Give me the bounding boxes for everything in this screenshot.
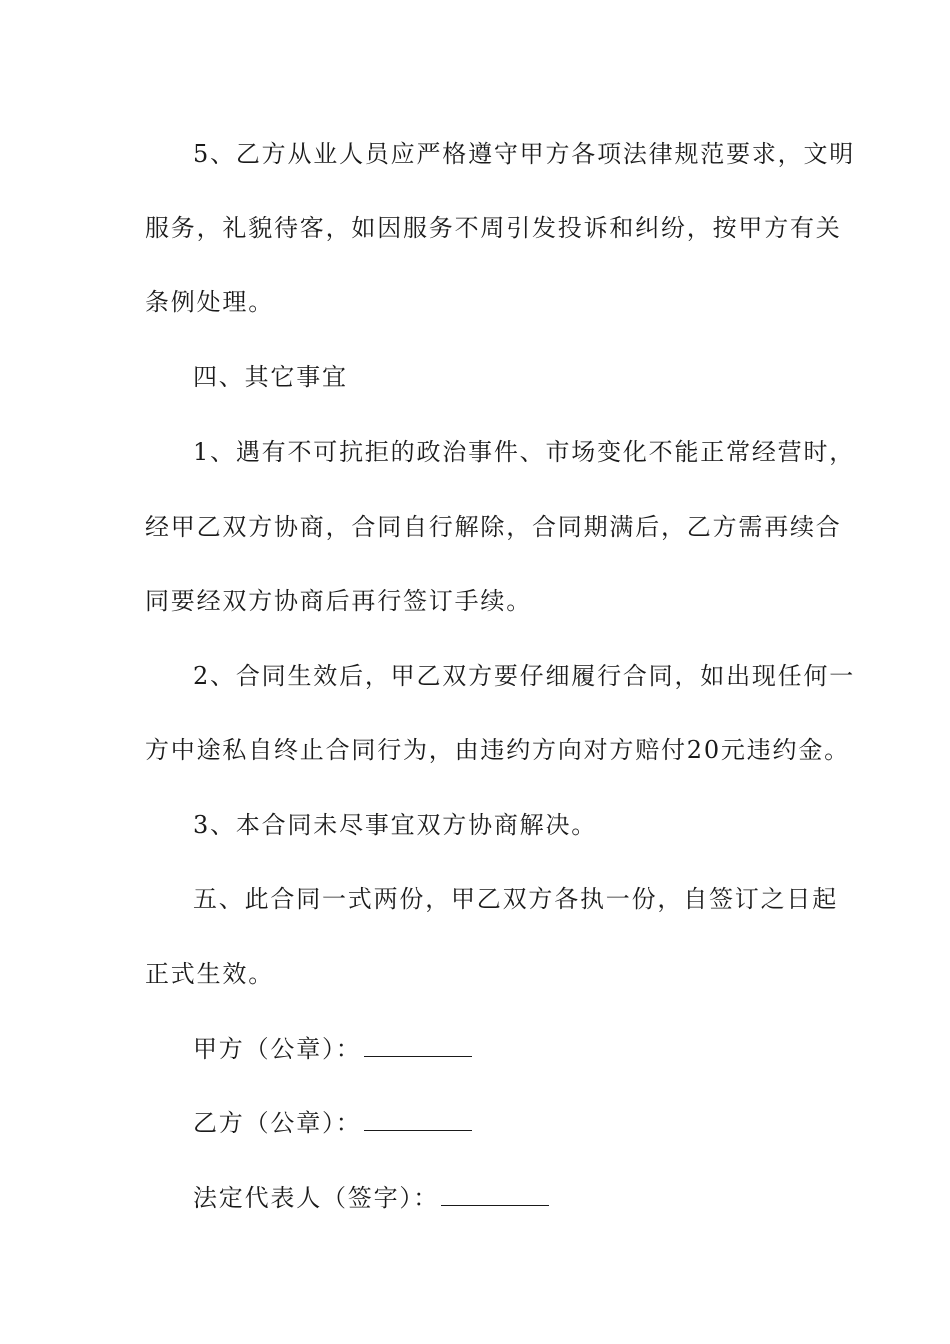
section-4-item-3: 3、本合同未尽事宜双方协商解决。 <box>193 811 598 839</box>
legal-rep-signature-row <box>193 1182 858 1214</box>
party-a-label: 甲方（公章）： <box>193 1035 362 1063</box>
section-5-line-1: 五、此合同一式两份，甲乙双方各执一份，自签订之日起 <box>193 885 838 913</box>
section-4-item-1-line-3: 同要经双方协商后再行签订手续。 <box>145 587 532 615</box>
legal-rep-label: 法定代表人（签字）： <box>193 1184 439 1212</box>
section-4-item-2-line-2: 方中途私自终止合同行为，由违约方向对方赔付20元违约金。 <box>145 736 850 764</box>
clause-5-line-2: 服务，礼貌待客，如因服务不周引发投诉和纠纷，按甲方有关 <box>145 214 842 242</box>
party-b-label: 乙方（公章）： <box>193 1109 362 1137</box>
section-4-item-1-line-2: 经甲乙双方协商，合同自行解除，合同期满后，乙方需再续合 <box>145 513 842 541</box>
clause-5-line-1: 5、乙方从业人员应严格遵守甲方各项法律规范要求，文明 <box>193 140 856 168</box>
section-5-line-2: 正式生效。 <box>145 960 274 988</box>
legal-rep-signature-blank[interactable] <box>441 1187 549 1206</box>
section-4-item-2-line-1: 2、合同生效后，甲乙双方要仔细履行合同，如出现任何一 <box>193 662 856 690</box>
party-a-signature-row <box>193 1033 858 1065</box>
party-a-signature-blank[interactable] <box>364 1038 472 1057</box>
party-b-signature-blank[interactable] <box>364 1112 472 1131</box>
party-b-signature-row <box>193 1107 858 1139</box>
section-4-item-1-line-1: 1、遇有不可抗拒的政治事件、市场变化不能正常经营时， <box>193 438 856 466</box>
clause-5-line-3: 条例处理。 <box>145 288 274 316</box>
section-4-heading: 四、其它事宜 <box>193 363 348 391</box>
